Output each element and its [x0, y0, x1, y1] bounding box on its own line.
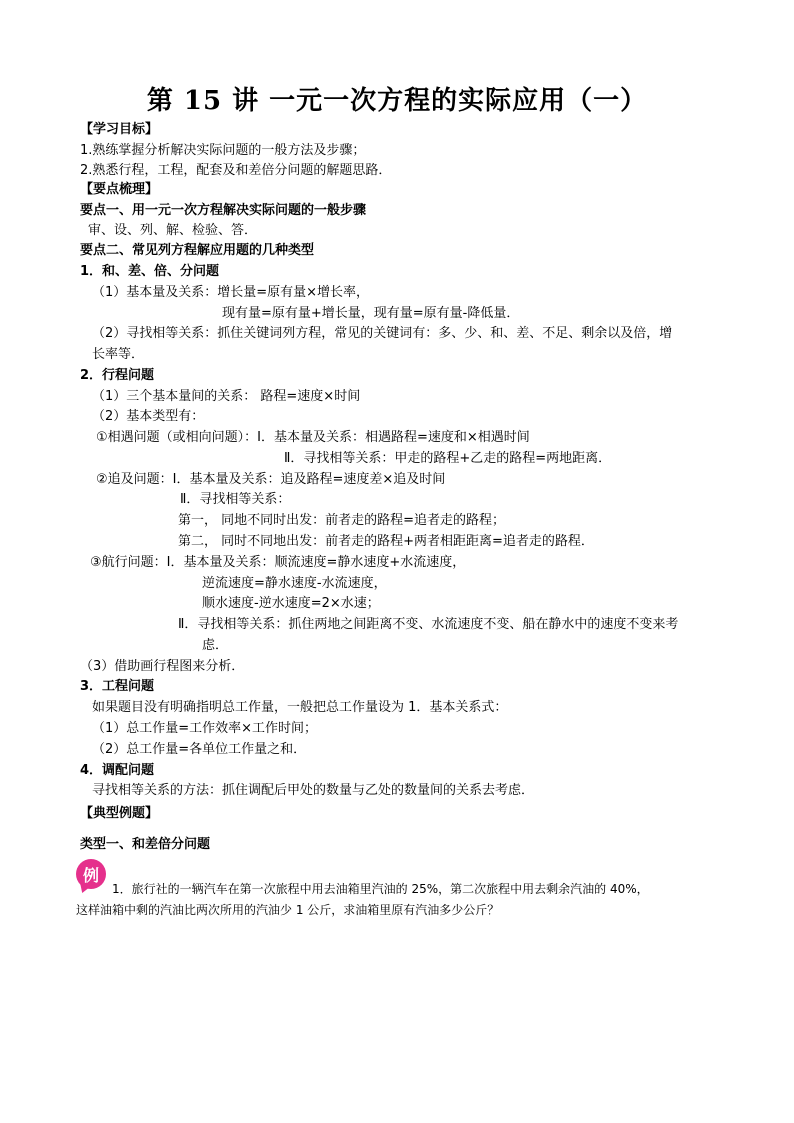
goal-item-1: 1.熟练掌握分析解决实际问题的一般方法及步骤； — [80, 143, 366, 158]
type-2-heading: 2．行程问题 — [80, 368, 155, 383]
voyage-problem-line-3: 顺水速度-逆水速度=2×水速； — [202, 596, 380, 611]
type-1-item-1: （1）基本量及关系：增长量=原有量×增长率， — [92, 285, 370, 300]
section-heading-examples: 【典型例题】 — [80, 806, 159, 821]
type-3-heading: 3．工程问题 — [80, 679, 155, 694]
type-4-text: 寻找相等关系的方法：抓住调配后甲处的数量与乙处的数量间的关系去考虑． — [92, 783, 535, 798]
type-3-item-2: （2）总工作量=各单位工作量之和． — [92, 742, 307, 757]
type-1-heading: 1．和、差、倍、分问题 — [80, 264, 220, 279]
example-type-1-heading: 类型一、和差倍分问题 — [80, 837, 211, 852]
example-1-line-2: 这样油箱中剩的汽油比两次所用的汽油少 1 公斤，求油箱里原有汽油多少公斤？ — [76, 903, 500, 917]
type-1-item-2: （2）寻找相等关系：抓住关键词列方程，常见的关键词有：多、少、和、差、不足、剩余以及倍，增 — [92, 326, 673, 341]
meeting-problem-line-2: Ⅱ．寻找相等关系：甲走的路程+乙走的路程=两地距离． — [284, 451, 612, 466]
type-3-item-1: （1）总工作量=工作效率×工作时间； — [92, 721, 318, 736]
section-heading-key-points: 【要点梳理】 — [80, 182, 159, 197]
voyage-problem-line-4: Ⅱ．寻找相等关系：抓住两地之间距离不变、水流速度不变、船在静水中的速度不变来考 — [178, 617, 679, 632]
voyage-problem-line-1: ③航行问题：Ⅰ．基本量及关系：顺流速度=静水速度+水流速度， — [90, 555, 466, 570]
chase-problem-case-1: 第一， 同地不同时出发：前者走的路程=追者走的路程； — [178, 513, 506, 528]
example-badge-icon: 例 — [76, 859, 106, 889]
chase-problem-line-2: Ⅱ．寻找相等关系： — [180, 492, 291, 507]
type-1-item-2-cont: 长率等． — [92, 347, 145, 362]
type-4-heading: 4．调配问题 — [80, 763, 155, 778]
voyage-problem-line-5: 虑． — [202, 638, 229, 653]
key-point-2-heading: 要点二、常见列方程解应用题的几种类型 — [80, 243, 315, 258]
meeting-problem-line-1: ①相遇问题（或相向问题）：Ⅰ．基本量及关系：相遇路程=速度和×相遇时间 — [96, 430, 530, 445]
chase-problem-case-2: 第二， 同时不同地出发：前者走的路程+两者相距距离=追者走的路程． — [178, 534, 594, 549]
section-heading-learning-goals: 【学习目标】 — [80, 122, 159, 137]
key-point-1-text: 审、设、列、解、检验、答． — [88, 223, 258, 238]
example-1-line-1: 1．旅行社的一辆汽车在第一次旅程中用去油箱里汽油的 25%，第二次旅程中用去剩余汽油的 40%， — [112, 882, 649, 896]
type-3-intro: 如果题目没有明确指明总工作量，一般把总工作量设为 1．基本关系式： — [92, 700, 508, 715]
page-title: 第 15 讲 一元一次方程的实际应用（一） — [146, 86, 648, 116]
type-2-item-2: （2）基本类型有： — [92, 409, 205, 424]
type-2-item-3: （3）借助画行程图来分析． — [80, 659, 245, 674]
voyage-problem-line-2: 逆流速度=静水速度-水流速度， — [202, 576, 387, 591]
type-2-item-1: （1）三个基本量间的关系： 路程=速度×时间 — [92, 389, 361, 404]
goal-item-2: 2.熟悉行程，工程，配套及和差倍分问题的解题思路． — [80, 163, 392, 178]
chase-problem-line-1: ②追及问题：Ⅰ．基本量及关系：追及路程=速度差×追及时间 — [96, 472, 446, 487]
type-1-item-1-cont: 现有量=原有量+增长量，现有量=原有量-降低量． — [222, 306, 520, 321]
key-point-1-heading: 要点一、用一元一次方程解决实际问题的一般步骤 — [80, 203, 367, 218]
